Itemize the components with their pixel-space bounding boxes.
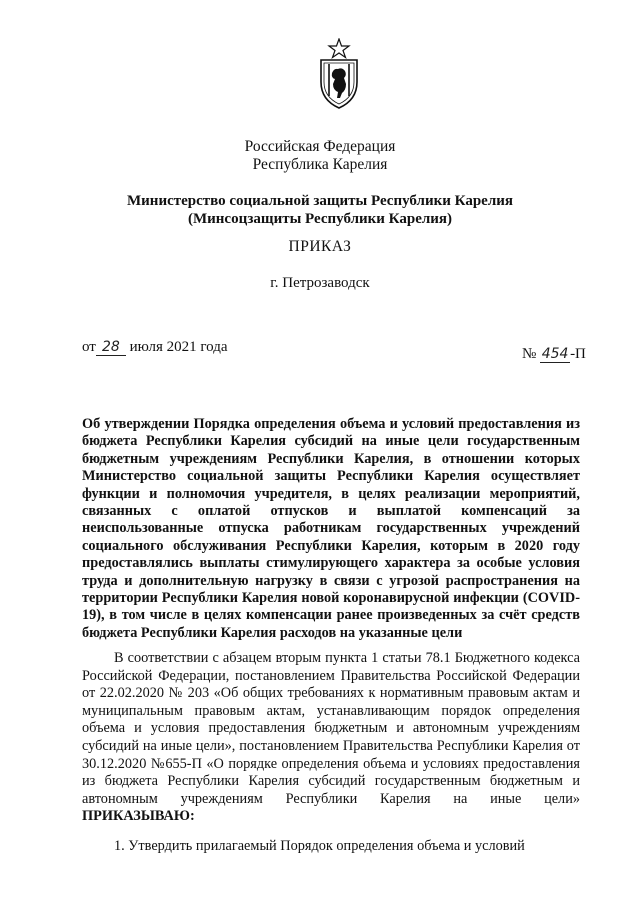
document-type: ПРИКАЗ	[288, 238, 352, 255]
date-prefix: от	[82, 339, 96, 355]
country-name: Российская Федерация	[244, 138, 396, 155]
order-date	[82, 339, 228, 356]
order-word: ПРИКАЗЫВАЮ:	[82, 808, 195, 825]
region-name: Республика Карелия	[252, 156, 388, 173]
preamble-text: В соответствии с абзацем вторым пункта 1 статьи 78.1 Бюджетного кодекса Российской Федерации, постановлением Правительства Российской Федерации от 22.02.2020 № 203 «Об общих требованиях к нормативным правовым актам и муниципальным правовым актам, устанавливающим порядок определения объема и условия предоставления бюджетным и автономным учреждениям субсидий на иные цели», постановлением Правительства Республики Карелия от 30.12.2020 №655-П «О порядке определения объема и условиях предоставления из бюджета Республики Карелия субсидий государственным бюджетным и автономным учреждениям Республики Карелия на иные цели»	[82, 650, 580, 807]
city: г. Петрозаводск	[270, 275, 370, 291]
number-handwritten: 454	[541, 346, 569, 362]
ministry-name: Министерство социальной защиты Республики Карелия	[127, 193, 513, 209]
date-day-handwritten: 28	[96, 339, 126, 356]
ministry-short-name: (Минсоцзащиты Республики Карелия)	[187, 211, 453, 227]
karelia-coat-of-arms-icon	[316, 38, 362, 110]
preamble	[82, 650, 580, 826]
order-item-1: 1. Утвердить прилагаемый Порядок определения объема и условий	[114, 838, 525, 854]
order-subject: Об утверждении Порядка определения объема и условий предоставления из бюджета Республики Карелия субсидий на иные цели государственным бюджетным учреждениям Республики Карелия, в отношении которых Министерство социальной защиты Республики Карелия осуществляет функции и полномочия учредителя, в целях реализации мероприятий, связанных с оплатой отпусков и выплатой компенсаций за неиспользованные отпуска работникам государственных учреждений социального обслуживания Республики Карелия, которым в 2020 году предоставлялись выплаты стимулирующего характера за особые условия труда и дополнительную нагрузку в связи с угрозой распространения на территории Республики Карелия новой коронавирусной инфекции (COVID-19), в том числе в целях компенсации ранее произведенных за счёт средств бюджета Республики Карелия расходов на указанные цели	[82, 416, 580, 641]
order-number	[522, 346, 586, 363]
date-rest: июля 2021 года	[129, 339, 228, 355]
number-prefix: №	[522, 346, 537, 362]
number-suffix: -П	[570, 346, 586, 362]
